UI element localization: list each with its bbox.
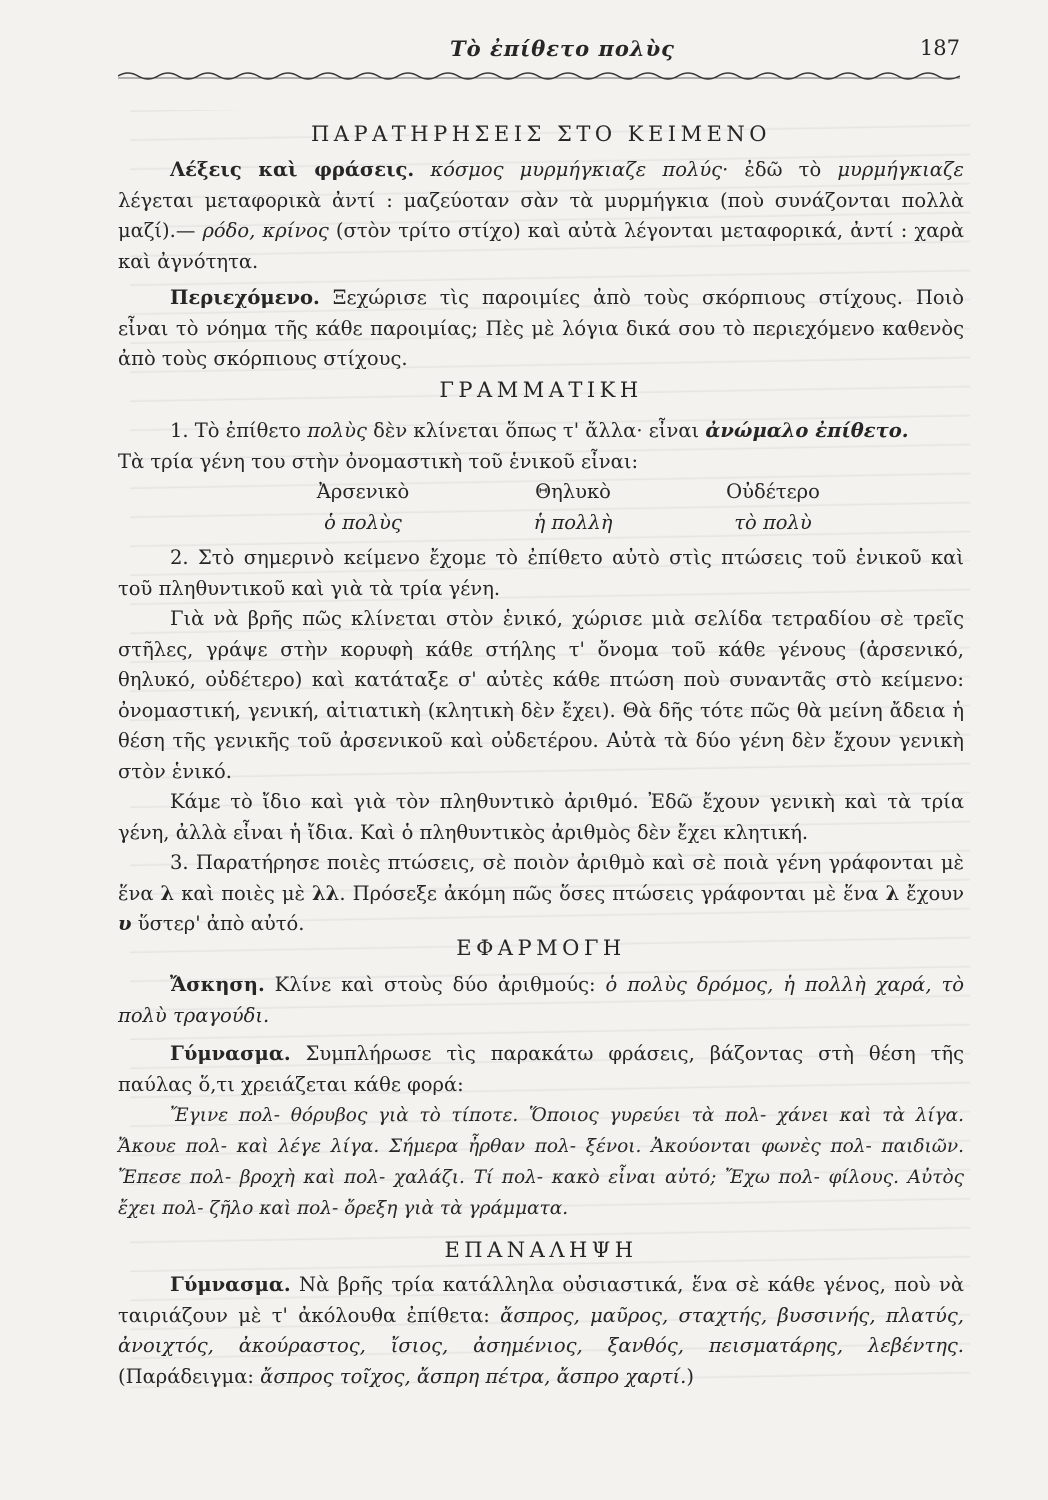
askisi-paragraph bbox=[118, 970, 964, 1031]
notes-block bbox=[118, 155, 964, 375]
gymnasma2-text: Νὰ βρῆς τρία κατάλληλα οὐσιαστικά, ἕνα σὲ κάθε γένος, ποὺ νὰ ταιριάζουν μὲ τ' ἀκόλουθα ἐπίθετα: bbox=[118, 1273, 964, 1327]
review-block bbox=[118, 1270, 964, 1392]
lexeis-paragraph bbox=[118, 155, 964, 277]
grammar3-letter-2: λλ bbox=[312, 881, 340, 905]
gender-form: τὸ πολὺ bbox=[734, 510, 812, 534]
gender-name: Θηλυκὸ bbox=[535, 480, 611, 503]
grammar-point-2b: Γιὰ νὰ βρῆς πῶς κλίνεται στὸν ἑνικό, χώρισε μιὰ σελίδα τετραδίου σὲ τρεῖς στῆλες, γράψε στὴν κορυφὴ κάθε στήλης τ' ὄνομα τοῦ κάθε γένους (ἀρσενικό, θηλυκό, οὐδέτερο) καὶ κατάταξε σ' αὐτὲς κάθε πτώση ποὺ συναντᾶς στὸ κείμενο: ὀνομαστική, γενική, αἰτιατικὴ (κλητικὴ δὲν ἔχει). Θὰ δῆς τότε πῶς θὰ μείνη ἄδεια ἡ θέση τῆς γενικῆς τοῦ ἀρσενικοῦ καὶ οὐδετέρου. Αὐτὰ τὰ δύο γένη δὲν ἔχουν γενικὴ στὸν ἑνικό. bbox=[118, 607, 964, 783]
lexeis-label: Λέξεις καὶ φράσεις. bbox=[170, 158, 415, 181]
gymnasma1-paragraph bbox=[118, 1039, 964, 1100]
lexeis-quote-1: κόσμος μυρμήγκιαζε πολύς· bbox=[430, 158, 729, 181]
grammar1-text-2: δὲν κλίνεται ὅπως τ' ἄλλα· εἶναι bbox=[366, 419, 706, 442]
grammar3-text-5: ὕστερ' ἀπὸ αὐτό. bbox=[131, 912, 305, 935]
gymnasma1-sentences: Ἔγινε πολ- θόρυβος γιὰ τὸ τίποτε. Ὅποιος γυρεύει τὰ πολ- χάνει καὶ τὰ λίγα. Ἄκουε πολ- καὶ λέγε λίγα. Σήμερα ἦρθαν πολ- ξένοι. Ἀκούονται φωνὲς πολ- παιδιῶν. Ἔπεσε πολ- βροχὴ καὶ πολ- χαλάζι. Τί πολ- κακὸ εἶναι αὐτό; Ἔχω πολ- φίλους. Αὐτὸς ἔχει πολ- ζῆλο καὶ πολ- ὄρεξη γιὰ τὰ γράμματα. bbox=[118, 1105, 964, 1219]
grammar3-letter-3: λ bbox=[885, 881, 900, 905]
grammar3-text-3: . Πρόσεξε ἀκόμη πῶς ὅσες πτώσεις γράφονται μὲ ἕνα bbox=[339, 881, 886, 905]
running-title: Τὸ ἐπίθετο πολὺς bbox=[450, 36, 675, 61]
grammar-block bbox=[118, 416, 964, 940]
grammar-point-2: 2. Στὸ σημερινὸ κείμενο ἔχομε τὸ ἐπίθετο αὐτὸ στὶς πτώσεις τοῦ ἑνικοῦ καὶ τοῦ πληθυντικοῦ καὶ γιὰ τὰ τρία γένη. bbox=[118, 546, 964, 600]
gymnasma1-text: Συμπλήρωσε τὶς παρακάτω φράσεις, βάζοντας στὴ θέση τῆς παύλας ὅ,τι χρειάζεται κάθε φορά: bbox=[118, 1042, 964, 1096]
grammar3-text-1: 3. Παρατήρησε ποιὲς πτώσεις, σὲ ποιὸν ἀριθμὸ καὶ σὲ ποιὰ γένη γράφονται μὲ ἕνα bbox=[118, 851, 964, 905]
page-number: 187 bbox=[919, 36, 960, 60]
periexomeno-paragraph bbox=[118, 283, 964, 375]
gymnasma2-example-close: ) bbox=[686, 1364, 694, 1388]
lexeis-text-2: λέγεται μεταφορικὰ ἀντί : μαζεύοταν σὰν τὰ μυρμήγκια (ποὺ συνάζονται πολλὰ μαζί).— bbox=[118, 188, 964, 242]
grammar1-anomalo: ἀνώμαλο ἐπίθετο. bbox=[705, 419, 909, 442]
application-block bbox=[118, 970, 964, 1224]
section-title-efarmogi: ΕΦΑΡΜΟΓΗ bbox=[456, 936, 626, 960]
gender-form: ἡ πολλὴ bbox=[533, 510, 613, 534]
gender-column-feminine bbox=[498, 477, 648, 538]
grammar3-letter-4: υ bbox=[118, 912, 132, 935]
gymnasma2-adjectives: ἄσπρος, μαῦρος, σταχτής, βυσσινής, πλατύς, ἀνοιχτός, ἀκούραστος, ἴσιος, ἀσημένιος, ξανθός, πεισματάρης, λεβέντης. bbox=[118, 1303, 964, 1357]
grammar-point-1 bbox=[118, 416, 964, 447]
gender-name: Ἀρσενικὸ bbox=[316, 480, 410, 503]
header-wavy-rule bbox=[118, 68, 960, 84]
gender-form: ὁ πολὺς bbox=[324, 510, 402, 534]
gender-name: Οὐδέτερο bbox=[726, 480, 820, 503]
grammar1-genders-intro: Τὰ τρία γένη του στὴν ὀνομαστικὴ τοῦ ἑνικοῦ εἶναι: bbox=[118, 449, 639, 473]
askisi-examples: ὁ πολὺς δρόμος, ἡ πολλὴ χαρά, τὸ πολὺ τραγούδι. bbox=[118, 973, 964, 1027]
gender-column-masculine bbox=[288, 477, 438, 538]
lexeis-text-3: (στὸν τρίτο στίχο) καὶ αὐτὰ λέγονται μεταφορικά, ἀντί : χαρὰ καὶ ἀγνότητα. bbox=[118, 219, 965, 273]
lexeis-quote-2: μυρμήγκιαζε bbox=[837, 158, 964, 181]
gymnasma2-label: Γύμνασμα. bbox=[170, 1273, 291, 1296]
section-title-grammatiki: ΓΡΑΜΜΑΤΙΚΗ bbox=[439, 378, 643, 402]
grammar3-text-4: ἔχουν bbox=[899, 881, 965, 905]
askisi-text: Κλίνε καὶ στοὺς δύο ἀριθμούς: bbox=[264, 973, 606, 996]
periexomeno-label: Περιεχόμενο. bbox=[170, 286, 320, 309]
section-title-paratiriseis: ΠΑΡΑΤΗΡΗΣΕΙΣ ΣΤΟ ΚΕΙΜΕΝΟ bbox=[310, 122, 772, 146]
grammar1-word: πολὺς bbox=[307, 419, 367, 442]
grammar3-text-2: καὶ ποιὲς μὲ bbox=[174, 881, 312, 905]
grammar-point-2c: Κάμε τὸ ἴδιο καὶ γιὰ τὸν πληθυντικὸ ἀριθμό. Ἐδῶ ἔχουν γενικὴ καὶ τὰ τρία γένη, ἀλλὰ εἶναι ἡ ἴδια. Καὶ ὁ πληθυντικὸς ἀριθμὸς δὲν ἔχει κλητική. bbox=[118, 790, 964, 844]
gymnasma2-paragraph bbox=[118, 1270, 964, 1392]
gymnasma2-example-open: (Παράδειγμα: bbox=[118, 1364, 261, 1388]
periexomeno-text: Ξεχώρισε τὶς παροιμίες ἀπὸ τοὺς σκόρπιους στίχους. Ποιὸ εἶναι τὸ νόημα τῆς κάθε παροιμίας; Πὲς μὲ λόγια δικά σου τὸ περιεχόμενο καθενὸς ἀπὸ τοὺς σκόρπιους στίχους. bbox=[118, 286, 964, 370]
gymnasma2-example: ἄσπρος τοῖχος, ἄσπρη πέτρα, ἄσπρο χαρτί. bbox=[260, 1364, 687, 1388]
grammar-point-3 bbox=[118, 848, 964, 940]
askisi-label: Ἄσκηση. bbox=[170, 973, 265, 996]
lexeis-quote-3: ρόδο, κρίνος bbox=[202, 219, 329, 242]
grammar3-letter-1: λ bbox=[160, 881, 175, 905]
grammar1-text-1: 1. Τὸ ἐπίθετο bbox=[170, 419, 308, 442]
gender-column-neuter bbox=[698, 477, 848, 538]
section-title-epanalipsi: ΕΠΑΝΑΛΗΨΗ bbox=[444, 1238, 638, 1262]
gender-columns bbox=[118, 477, 964, 537]
gymnasma1-label: Γύμνασμα. bbox=[170, 1042, 291, 1065]
lexeis-text-1: ἐδῶ τὸ bbox=[728, 158, 838, 181]
